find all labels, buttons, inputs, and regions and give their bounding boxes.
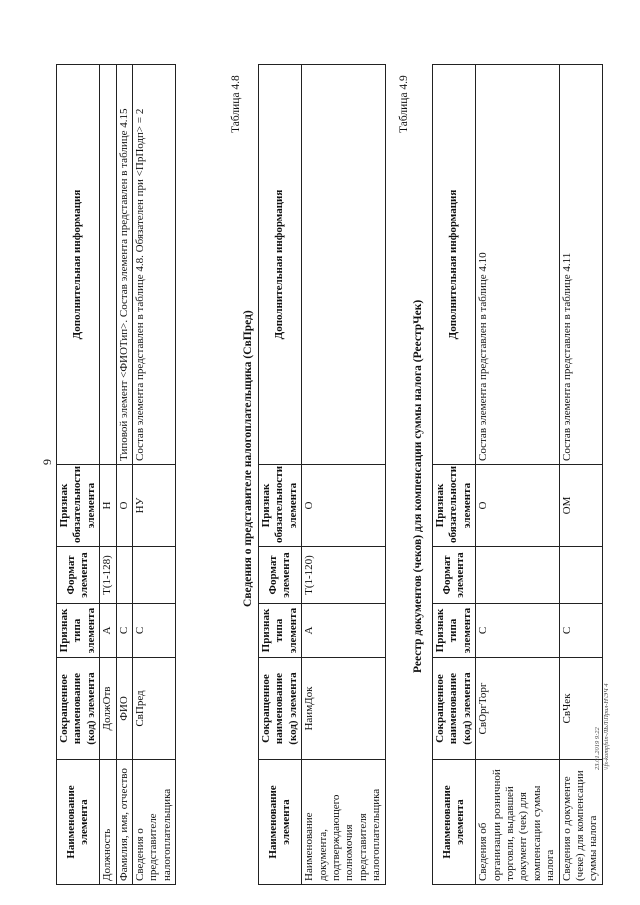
cell-info	[100, 65, 116, 465]
table-row	[133, 65, 176, 885]
footer-timestamp: 23.01.2019 9:22	[594, 727, 601, 770]
header-additional-info: Дополнительная информация	[433, 65, 476, 465]
cell-info: Типовой элемент <ФИОТип>. Состав элемента представлен в таблице 4.15	[116, 65, 132, 465]
table-header-row	[433, 65, 476, 885]
cell-name: Сведения о документе (чеке) для компенсации суммы налога	[559, 760, 602, 885]
cell-type: С	[116, 604, 132, 658]
table-4-9-caption: Реестр документов (чеков) для компенсации суммы налога (РеестрЧек)	[412, 299, 424, 673]
cell-info: Состав элемента представлен в таблице 4.11	[559, 65, 602, 465]
cell-required: О	[476, 465, 559, 547]
header-element-type: Признак типа элемента	[259, 604, 302, 658]
header-element-code: Сокращенное наименование (код) элемента	[259, 658, 302, 760]
cell-required: Н	[100, 465, 116, 547]
cell-info: Состав элемента представлен в таблице 4.10	[476, 65, 559, 465]
header-additional-info: Дополнительная информация	[259, 65, 302, 465]
cell-code: ДолжОтв	[100, 658, 116, 760]
table-header-row	[259, 65, 302, 885]
header-element-name: Наименование элемента	[57, 760, 100, 885]
header-element-code: Сокращенное наименование (код) элемента	[57, 658, 100, 760]
cell-format	[116, 547, 132, 604]
header-element-required: Признак обязательности элемента	[433, 465, 476, 547]
cell-required: О	[302, 465, 385, 547]
cell-type: А	[100, 604, 116, 658]
elements-table-continuation	[56, 64, 176, 885]
cell-type: С	[476, 604, 559, 658]
cell-name: Наименование документа, подтверждающего полномочия представителя налогоплательщика	[302, 760, 385, 885]
cell-type: С	[559, 604, 602, 658]
table-4-8	[258, 64, 386, 885]
header-additional-info: Дополнительная информация	[57, 65, 100, 465]
table-4-8-label: Таблица 4.8	[230, 75, 242, 133]
cell-name: Фамилия, имя, отчество	[116, 760, 132, 885]
header-element-format: Формат элемента	[259, 547, 302, 604]
cell-format	[133, 547, 176, 604]
table-row	[116, 65, 132, 885]
cell-format	[559, 547, 602, 604]
cell-required: О	[116, 465, 132, 547]
page-number: 9	[40, 459, 54, 465]
cell-info	[302, 65, 385, 465]
header-element-type: Признак типа элемента	[57, 604, 100, 658]
cell-required: ОМ	[559, 465, 602, 547]
table-row	[476, 65, 559, 885]
header-element-format: Формат элемента	[57, 547, 100, 604]
cell-code: СвПред	[133, 658, 176, 760]
cell-type: С	[133, 604, 176, 658]
cell-info: Состав элемента представлен в таблице 4.8. Обязателен при <ПрПодп> = 2	[133, 65, 176, 465]
header-element-type: Признак типа элемента	[433, 604, 476, 658]
cell-code: СвОргТорг	[476, 658, 559, 760]
cell-name: Сведения об организации розничной торговли, выдавшей документ (чек) для компенсации суммы налога	[476, 760, 559, 885]
cell-code: НаимДок	[302, 658, 385, 760]
header-element-format: Формат элемента	[433, 547, 476, 604]
table-row	[100, 65, 116, 885]
header-element-name: Наименование элемента	[433, 760, 476, 885]
cell-format	[476, 547, 559, 604]
cell-code: ФИО	[116, 658, 132, 760]
table-4-9	[432, 64, 603, 885]
header-element-required: Признак обязательности элемента	[57, 465, 100, 547]
cell-format: T(1-128)	[100, 547, 116, 604]
table-row	[302, 65, 385, 885]
header-element-name: Наименование элемента	[259, 760, 302, 885]
footer-file-path: \\fs-kompfsin-ЛЬЛ\Прил-Н\ЭЧ 4	[602, 683, 610, 770]
cell-type: А	[302, 604, 385, 658]
table-4-9-label: Таблица 4.9	[398, 75, 410, 133]
header-element-required: Признак обязательности элемента	[259, 465, 302, 547]
cell-format: T(1-120)	[302, 547, 385, 604]
cell-code: СвЧек	[559, 658, 602, 760]
header-element-code: Сокращенное наименование (код) элемента	[433, 658, 476, 760]
cell-name: Сведения о представителе налогоплательщика	[133, 760, 176, 885]
cell-name: Должность	[100, 760, 116, 885]
table-4-8-caption: Сведения о представителе налогоплательщика (СвПред)	[242, 310, 254, 607]
cell-required: НУ	[133, 465, 176, 547]
table-header-row	[57, 65, 100, 885]
file-footer	[594, 684, 612, 771]
